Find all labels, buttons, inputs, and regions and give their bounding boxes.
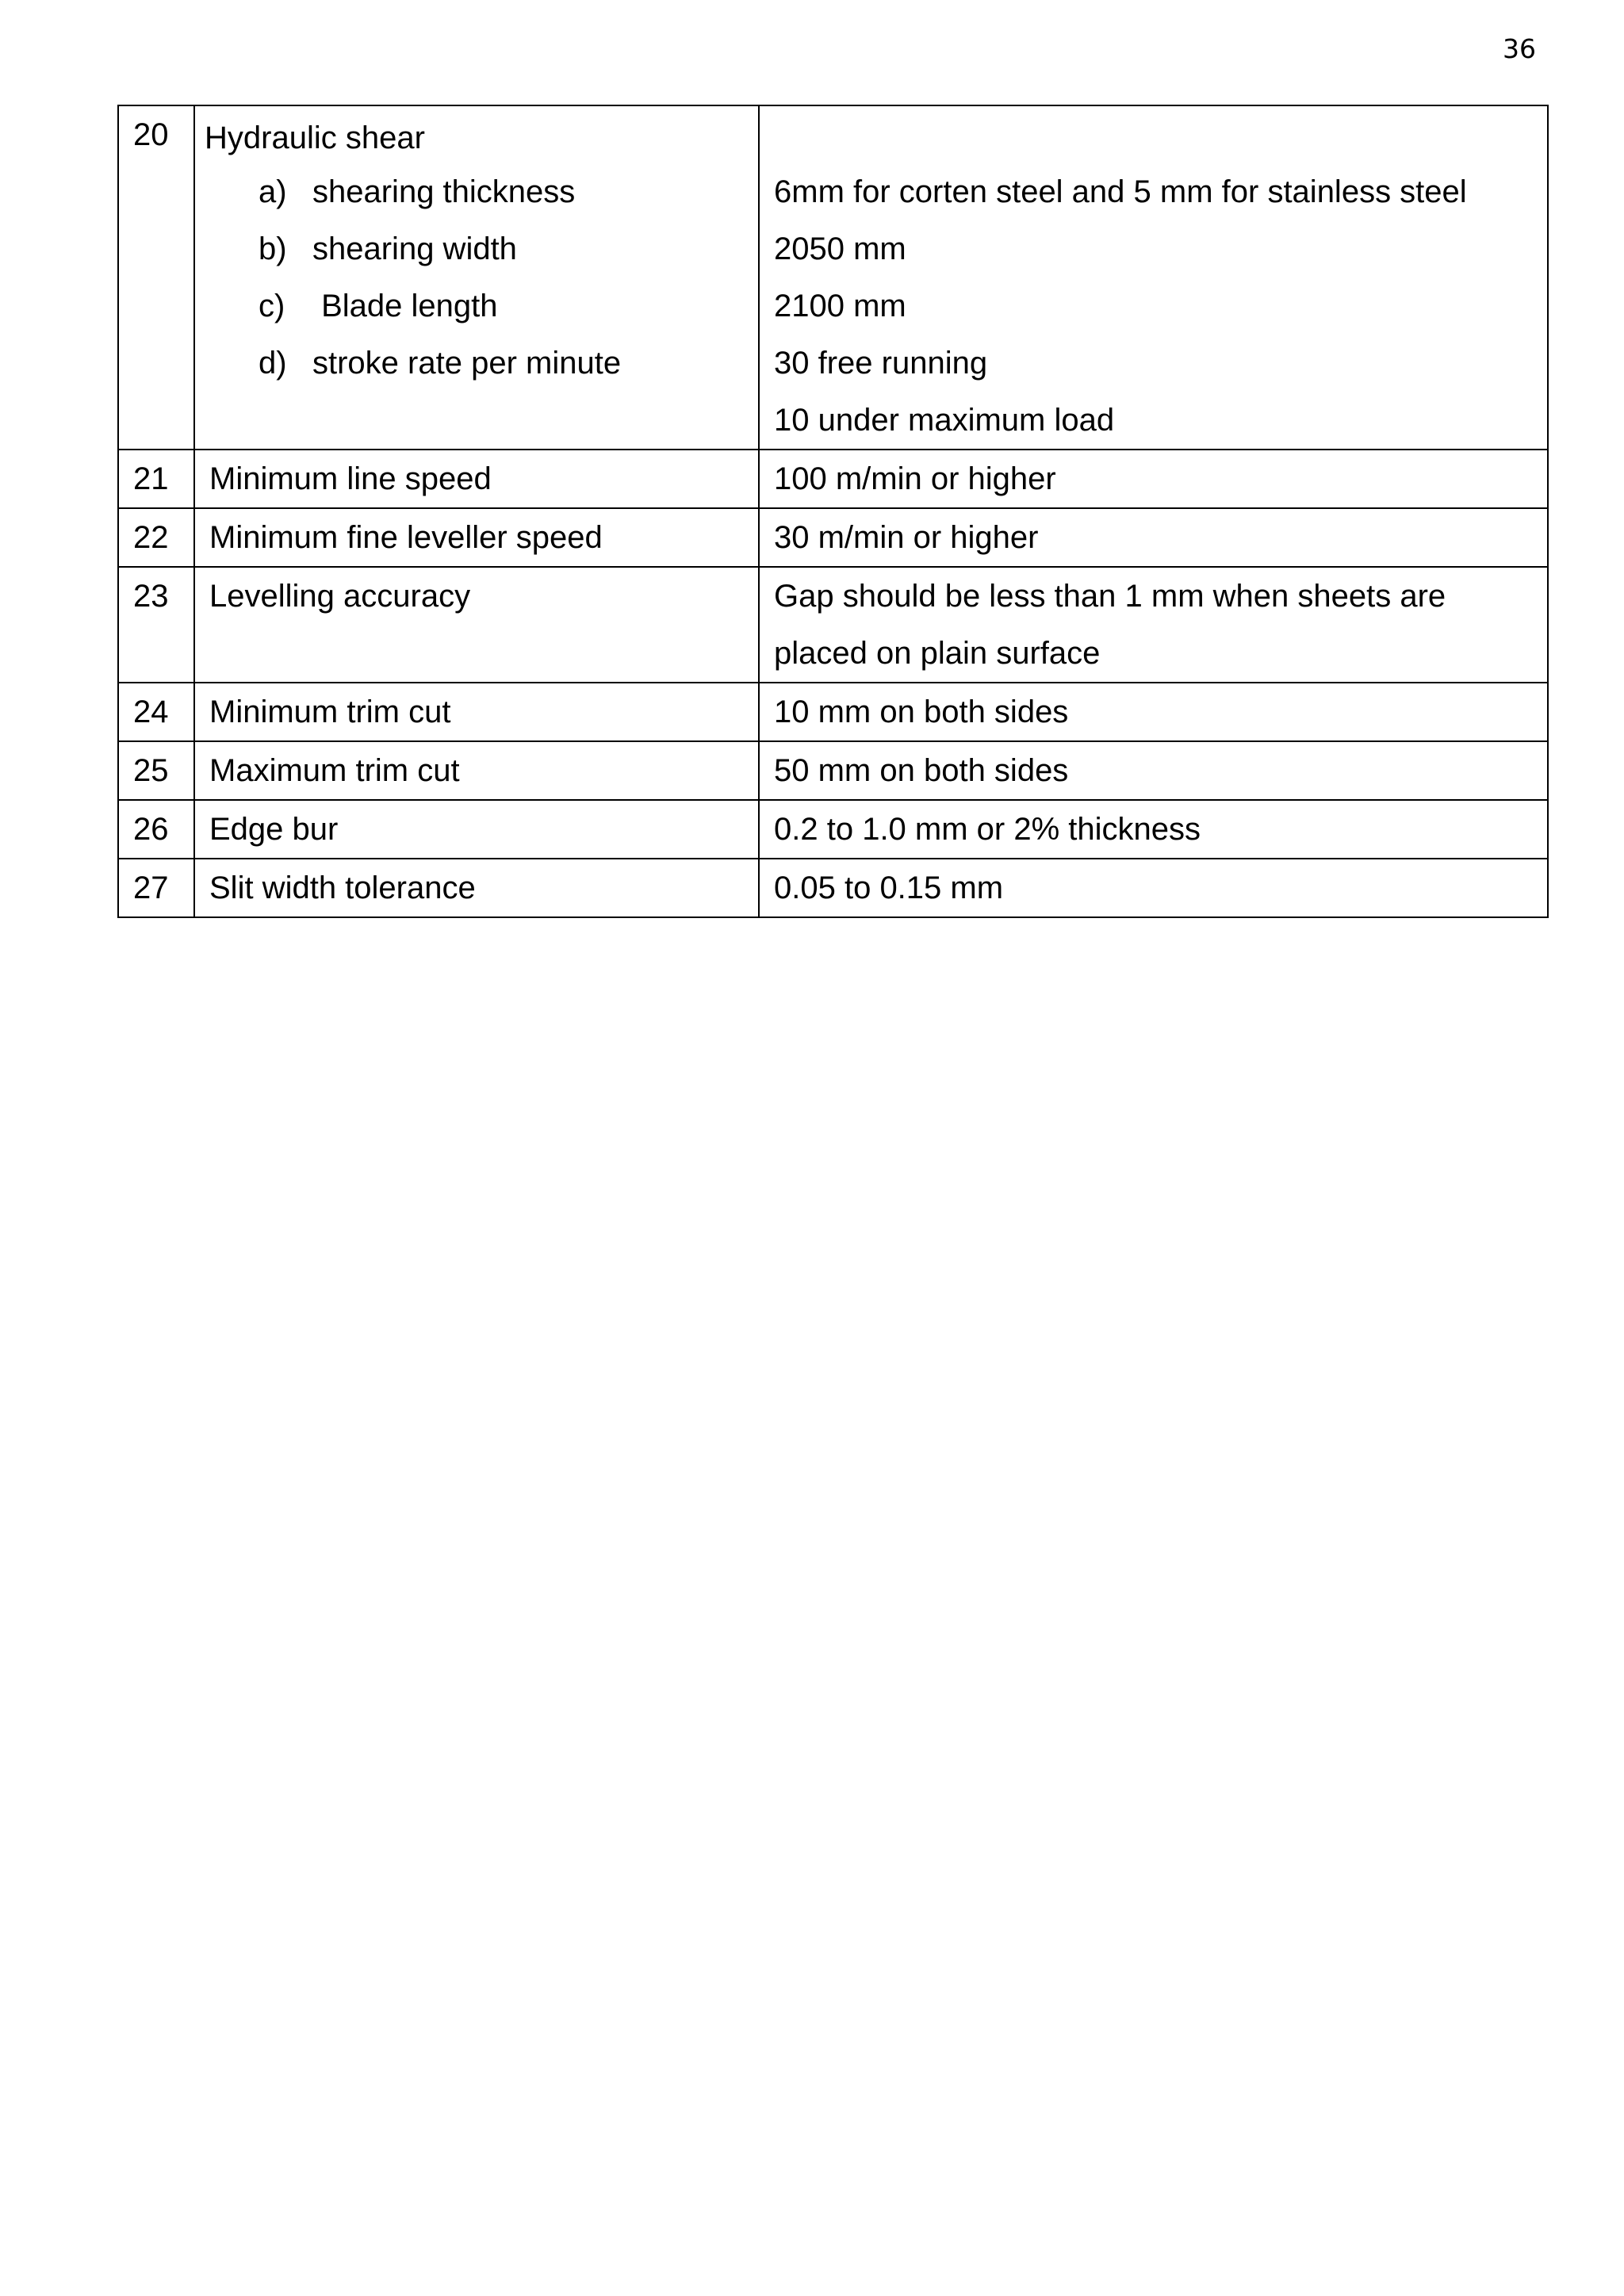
- value-line: Gap should be less than 1 mm when sheets are: [774, 579, 1446, 614]
- value-line: placed on plain surface: [774, 636, 1101, 671]
- page-number: 36: [1503, 33, 1536, 64]
- sub-item-label: stroke rate per minute: [312, 346, 622, 381]
- parameter-cell: Minimum trim cut: [194, 683, 759, 741]
- value-cell: [759, 567, 1548, 683]
- value-line: 2050 mm: [774, 232, 906, 266]
- row-number-text: 20: [133, 117, 169, 152]
- value-line: 6mm for corten steel and 5 mm for stainless steel: [774, 174, 1467, 209]
- value-cell: 0.05 to 0.15 mm: [759, 859, 1548, 917]
- table-row: [118, 450, 1548, 508]
- row-number: 25: [118, 741, 194, 800]
- value-line-blank: [774, 106, 1547, 163]
- parameter-cell: Maximum trim cut: [194, 741, 759, 800]
- parameter-cell: Levelling accuracy: [194, 567, 759, 683]
- value-line: 30 free running: [774, 346, 988, 381]
- table-row: [118, 741, 1548, 800]
- row-number: 22: [118, 508, 194, 567]
- sub-item-letter: d): [259, 346, 287, 381]
- sub-item-letter: c): [259, 289, 285, 323]
- table-row: [118, 683, 1548, 741]
- row-number: 21: [118, 450, 194, 508]
- sub-item: [195, 335, 758, 392]
- group-title: Hydraulic shear: [205, 121, 425, 155]
- parameter-cell: Edge bur: [194, 800, 759, 859]
- sub-item-letter: a): [259, 174, 287, 209]
- sub-item: [195, 220, 758, 277]
- value-cell: 30 m/min or higher: [759, 508, 1548, 567]
- value-line: 10 under maximum load: [774, 403, 1115, 438]
- value-cell: 10 mm on both sides: [759, 683, 1548, 741]
- sub-item: [195, 163, 758, 220]
- sub-item-label: shearing thickness: [312, 174, 576, 209]
- sub-item: [195, 277, 758, 335]
- row-number: 27: [118, 859, 194, 917]
- parameter-cell: Minimum fine leveller speed: [194, 508, 759, 567]
- row-number: 23: [118, 567, 194, 683]
- row-number: 24: [118, 683, 194, 741]
- table-row: [118, 859, 1548, 917]
- table-row: [118, 800, 1548, 859]
- row-number: 26: [118, 800, 194, 859]
- value-line: 2100 mm: [774, 289, 906, 323]
- parameter-cell: Minimum line speed: [194, 450, 759, 508]
- value-cell: [759, 105, 1548, 450]
- parameter-cell: [194, 105, 759, 450]
- value-cell: 0.2 to 1.0 mm or 2% thickness: [759, 800, 1548, 859]
- sub-item-label: shearing width: [312, 232, 517, 266]
- parameter-cell: Slit width tolerance: [194, 859, 759, 917]
- value-cell: 50 mm on both sides: [759, 741, 1548, 800]
- sub-item-label: Blade length: [312, 289, 498, 323]
- sub-item-letter: b): [259, 232, 287, 266]
- value-cell: 100 m/min or higher: [759, 450, 1548, 508]
- table-row-hydraulic-shear: [118, 105, 1548, 450]
- specification-table: [117, 105, 1549, 918]
- table-row: [118, 508, 1548, 567]
- table-row: [118, 567, 1548, 683]
- row-number: [118, 105, 194, 450]
